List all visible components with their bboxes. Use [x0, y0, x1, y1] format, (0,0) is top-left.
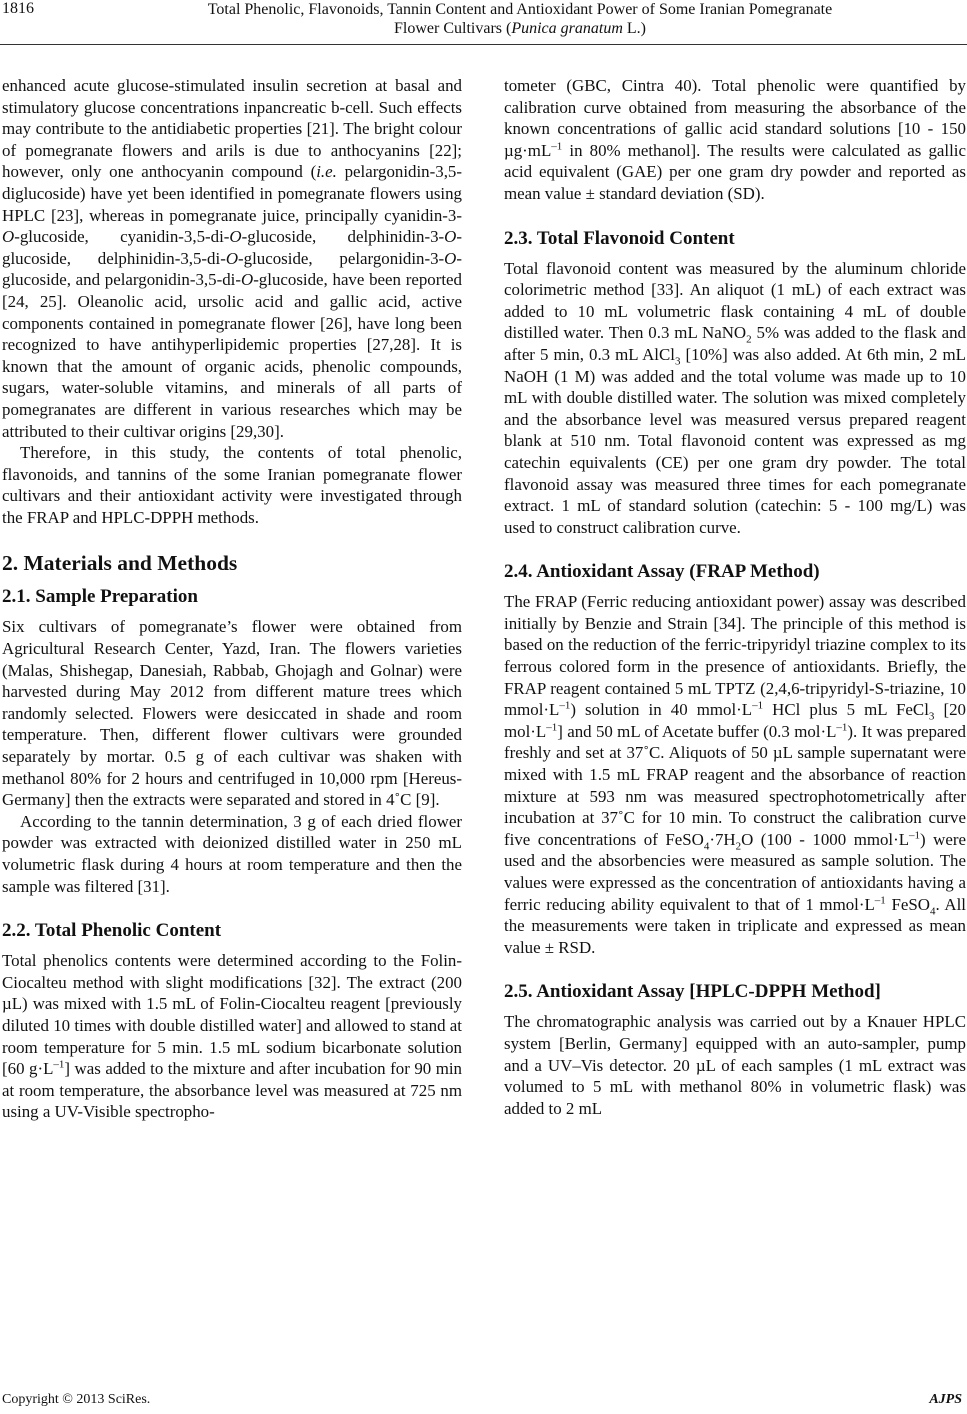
subsection-heading-total-phenolic: 2.2. Total Phenolic Content — [2, 920, 222, 942]
frap-paragraph: The FRAP (Ferric reducing antioxidant power) assay was described initially by Benzie and Strain [34]. The principle of this method is based on the reduction of the ferric-tripyridyl triazine complex to its ferrous colored form in the presence of antioxidants. Briefly, the FRAP reagent contained 5 mL TPTZ (2,4,6-tripyridyl-S-triazine, 10 $mmol\cdot L^{-1}$) solution in 40 $mmol\cdot L^{-1}$ HCl plus 5 mL FeCl$_3$ [20 $mol\cdot L^{-1}$] and 50 mL of Acetate buffer (0.3 $mol\cdot L^{-1}$). It was prepared freshly and set at 37˚C. Aliquots of 50 µL sample supernatant were mixed with 1.5 mL FRAP reagent and the absorbance of reaction mixture at 593 nm was measured spectrophotometrically after incubation at 37˚C for 10 min. To construct the calibration curve five concentrations of $FeSO_4\cdot 7H_2O$ (100 - 1000 $mmol\cdot L^{-1}$) were used and the absorbencies were measured as sample solution. The values were expressed as the concentration of antioxidants having a ferric reducing ability equivalent to that of 1 $mmol\cdot L^{-1}$ FeSO$_4$. All the measurements were taken in triplicate and expressed as mean value ± RSD. — [504, 592, 966, 957]
right-column — [504, 75, 966, 1119]
header-divider — [0, 44, 967, 45]
running-title — [80, 0, 960, 38]
intro-paragraph-2: Therefore, in this study, the contents of total phenolic, flavonoids, and tannins of the some Iranian pomegranate flower cultivars and their antioxidant activity were investigated through the FRAP and HPLC-DPPH methods. — [2, 443, 462, 527]
intro-paragraph-1: enhanced acute glucose-stimulated insulin secretion at basal and stimulatory glucose concentrations inpancreatic b-cell. Such effects may contribute to the antidiabetic properties [21]. The bright colour of pomegranate flowers and arils is due to anthocyanins [22]; however, only one anthocyanin compound (i.e. pelargonidin-3,5-diglucoside) have yet been identified in pomegranate flowers using HPLC [23], whereas in pomegranate juice, principally cyanidin-3-O-glucoside, cyanidin-3,5-di-O-glucoside, delphinidin-3-O-glucoside, delphinidin-3,5-di-O-glucoside, pelargonidin-3-O-glucoside, and pelargonidin-3,5-di-O-glucoside, have been reported [24, 25]. Oleanolic acid, ursolic acid and gallic acid, active components contained in pomegranate flower [26], have long been recognized to have antihyperlipidemic properties [27,28]. It is known that the amount of organic acids, phenolic compounds, sugars, water-soluble vitamins, and minerals of all parts of pomegranates are different in various researches which may be attributed to their cultivar origins [29,30]. — [2, 76, 462, 441]
subsection-heading-frap: 2.4. Antioxidant Assay (FRAP Method) — [504, 561, 820, 583]
page-number: 1816 — [2, 0, 34, 17]
dpph-paragraph: The chromatographic analysis was carried out by a Knauer HPLC system [Berlin, Germany] equipped with an auto-sampler, pump and a UV–Vis detector. 20 µL of each samples (1 mL extract was volumed to 5 mL with methanol 80% in volumetric flask) was added to 2 mL — [504, 1012, 966, 1118]
page-footer — [2, 1392, 962, 1408]
phenolic-paragraph-continued: tometer (GBC, Cintra 40). Total phenolic were quantified by calibration curve obtained from measuring the absorbance of the known concentrations of gallic acid standard solutions [10 - 150 $\mu g\cdot mL^{-1}$ in 80% methanol]. The results were calculated as gallic acid equivalent (GAE) per one gram dry powder and reported as mean value ± standard deviation (SD). — [504, 76, 966, 203]
running-title-line1: Total Phenolic, Flavonoids, Tannin Content and Antioxidant Power of Some Iranian Pomegranate — [207, 1, 833, 18]
sample-paragraph-2: According to the tannin determination, 3 g of each dried flower powder was extracted with deionized distilled water in 250 mL volumetric flask during 4 hours at room temperature and then the sample was filtered [31]. — [2, 811, 462, 896]
journal-name: AJPS — [929, 1392, 962, 1407]
subsection-heading-hplc-dpph: 2.5. Antioxidant Assay [HPLC-DPPH Method] — [504, 981, 881, 1003]
sample-paragraph-1: Six cultivars of pomegranate’s flower were obtained from Agricultural Research Center, Yazd, Iran. The flowers varieties (Malas, Shishegap, Danesiah, Rabbab, Ghojagh and Golnar) were harvested during May 2012 from different mature trees which randomly selected. Flowers were desiccated in shade and room temperature. Then, different flower cultivars were grounded separately by mortar. 0.5 g of each cultivar was shaken with methanol 80% for 2 hours and centrifuged in 10,000 rpm [Hereus-Germany] then the extracts were separated and stored in 4˚C [9]. — [2, 617, 462, 810]
flavonoid-paragraph: Total flavonoid content was measured by the aluminum chloride colorimetric method [33]. An aliquot (1 mL) of each extract was added to 10 mL volumetric flask containing 4 mL of double distilled water. Then 0.3 mL NaNO$_2$ 5% was added to the flask and after 5 min, 0.3 mL AlCl$_3$ [10%] was also added. At 6th min, 2 mL NaOH (1 M) was added and the total volume was made up to 10 mL with double distilled water. The solution was mixed completely and the absorbance level was measured versus prepared reagent blank at 510 nm. Total flavonoid content was expressed as mg catechin equivalents (CE) per one gram dry powder. The total flavonoid assay was measured three times for each pomegranate extract. 1 mL of standard solution (catechin: 5 - 100 mg/L) was used to construct calibration curve. — [504, 258, 966, 537]
copyright-notice: Copyright © 2013 SciRes. — [2, 1392, 151, 1407]
subsection-heading-sample-preparation: 2.1. Sample Preparation — [2, 586, 198, 608]
subsection-heading-total-flavonoid: 2.3. Total Flavonoid Content — [504, 227, 735, 249]
running-title-line2: Flower Cultivars (Punica granatum L.) — [394, 20, 646, 37]
phenolic-paragraph: Total phenolics contents were determined according to the Folin-Ciocalteu method with slight modifications [32]. The extract (200 µL) was mixed with 1.5 mL of Folin-Ciocalteu reagent [previously diluted 10 times with double distilled water] and allowed to stand at room temperature for 5 min. 1.5 mL sodium bicarbonate solution [60 $g\cdot L^{-1}$] was added to the mixture and after incubation for 90 min at room temperature, the absorbance level was measured at 725 nm using a UV-Visible spectropho- — [2, 951, 462, 1122]
section-heading-methods: 2. Materials and Methods — [2, 551, 238, 576]
left-column — [2, 75, 462, 1123]
